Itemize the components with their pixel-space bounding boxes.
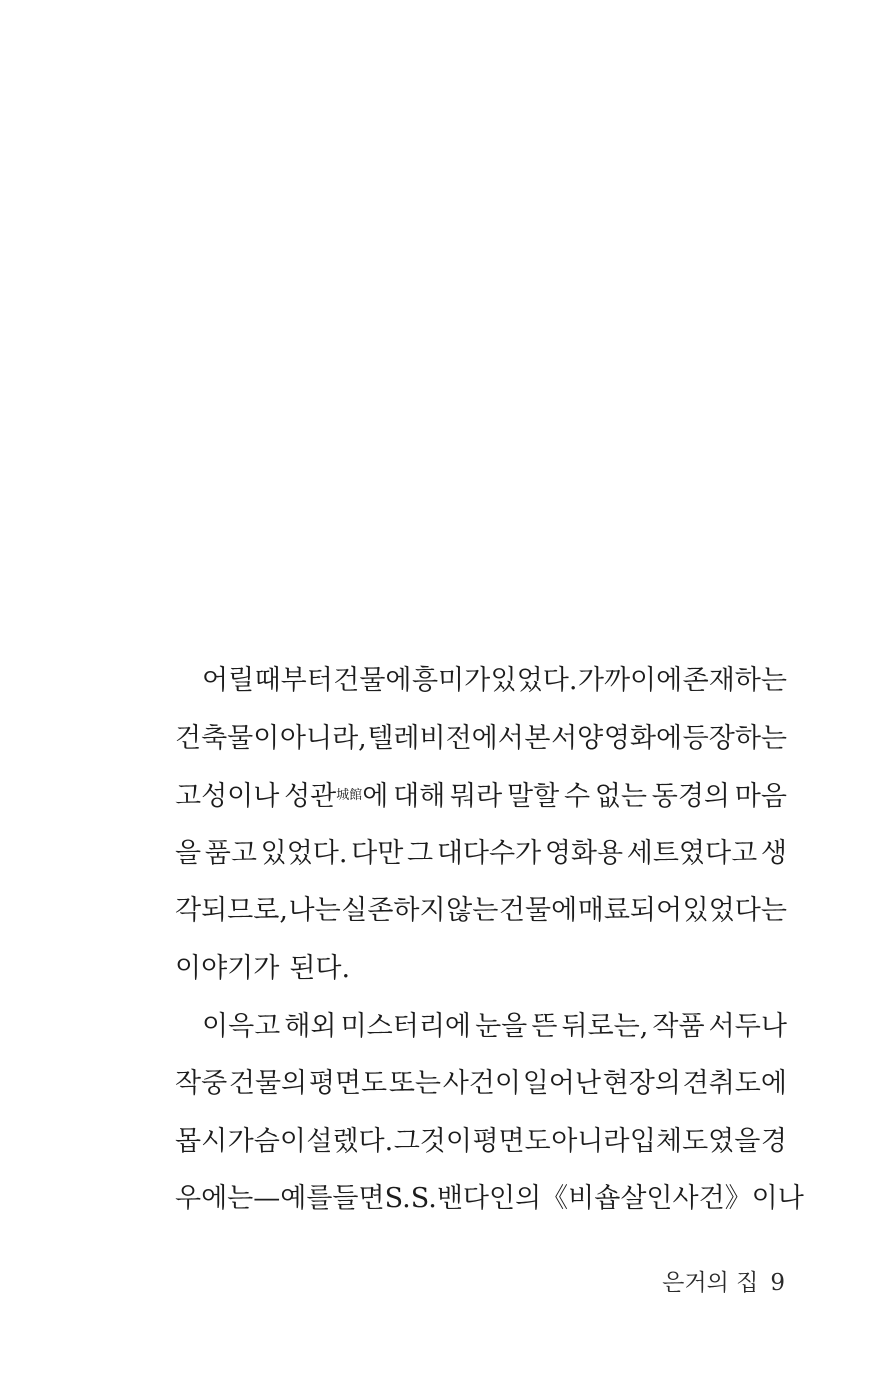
word: 평면도 bbox=[308, 1068, 388, 1100]
word: 이야기가 bbox=[175, 952, 280, 984]
word: 없는 bbox=[594, 781, 647, 813]
word: 아니라, bbox=[279, 722, 367, 754]
word: 대해 bbox=[393, 781, 446, 813]
word: S.S. bbox=[384, 1183, 437, 1215]
text-line bbox=[175, 652, 787, 710]
word: 뜬 bbox=[531, 1010, 558, 1042]
word: 몹시 bbox=[175, 1125, 228, 1157]
word: 매료되어 bbox=[577, 895, 683, 927]
word: 사건》이나 bbox=[672, 1183, 804, 1215]
word: 미스터리에 bbox=[340, 1010, 471, 1042]
particle: 에 bbox=[362, 781, 389, 813]
word: 아니라 bbox=[551, 1125, 630, 1157]
word: 된다. bbox=[289, 952, 351, 984]
word: 영화용 bbox=[544, 837, 624, 869]
word: 있었다. bbox=[260, 837, 348, 869]
word: 그 bbox=[407, 837, 434, 869]
word: 평면도 bbox=[472, 1125, 551, 1157]
word: 사건이 bbox=[442, 1068, 521, 1100]
word: 뭐라 bbox=[450, 781, 503, 813]
text-line bbox=[175, 882, 787, 940]
word: 건물에 bbox=[333, 665, 412, 696]
word: 때부터 bbox=[254, 665, 333, 696]
word: 또는 bbox=[388, 1068, 441, 1100]
text-line bbox=[175, 710, 787, 768]
word: 서양 bbox=[551, 722, 604, 754]
word: 흥미가 bbox=[411, 665, 491, 696]
word: 서두나 bbox=[708, 1010, 787, 1042]
word: 견취도에 bbox=[682, 1068, 787, 1100]
word: 입체도였을 bbox=[629, 1125, 761, 1157]
body-text bbox=[175, 652, 804, 1228]
word: 나는 bbox=[288, 895, 341, 927]
word: 설렜다. bbox=[306, 1125, 394, 1157]
word: 해외 bbox=[284, 1010, 337, 1042]
word: 말할 bbox=[507, 781, 560, 813]
word: 현장의 bbox=[602, 1068, 681, 1100]
word: 작품 bbox=[652, 1010, 705, 1042]
word: 건축물이 bbox=[175, 722, 280, 754]
text-line bbox=[175, 825, 787, 883]
page-footer bbox=[662, 1268, 785, 1298]
word: 건물에 bbox=[498, 895, 578, 927]
word: 동경의 bbox=[651, 781, 730, 813]
word: 가슴이 bbox=[227, 1125, 306, 1157]
word: 을 bbox=[175, 837, 202, 869]
word: 우에는—예를 bbox=[175, 1183, 333, 1215]
word: 수 bbox=[563, 781, 591, 813]
word: 다인의《비숍 bbox=[462, 1183, 621, 1215]
text-line bbox=[175, 767, 787, 825]
word: 등장하는 bbox=[682, 722, 787, 754]
text-line bbox=[175, 940, 787, 998]
word: 다만 bbox=[351, 837, 404, 869]
word: 이윽고 bbox=[202, 1010, 281, 1042]
text-line bbox=[175, 998, 787, 1056]
word-with-hanja bbox=[284, 767, 388, 826]
word: 본 bbox=[524, 722, 551, 754]
word: 않는 bbox=[446, 895, 499, 927]
word: 경 bbox=[760, 1125, 787, 1157]
word: 텔레비전에서 bbox=[367, 722, 524, 754]
word: 존재하는 bbox=[682, 665, 787, 696]
word: 고성이나 bbox=[175, 781, 280, 813]
text-line bbox=[175, 1170, 804, 1228]
word: 건물의 bbox=[228, 1068, 308, 1100]
page-number: 9 bbox=[770, 1270, 785, 1296]
word: 마음 bbox=[734, 781, 787, 813]
word: 어릴 bbox=[202, 665, 255, 696]
text-line bbox=[175, 1113, 787, 1171]
word: 그것이 bbox=[393, 1125, 472, 1157]
word: 가까이에 bbox=[577, 665, 683, 696]
word: 눈을 bbox=[475, 1010, 528, 1042]
word: 살인 bbox=[620, 1183, 673, 1215]
word: 들면 bbox=[332, 1183, 385, 1215]
word: 작중 bbox=[175, 1068, 228, 1100]
word: 일어난 bbox=[522, 1068, 601, 1100]
word: 대다수가 bbox=[436, 837, 542, 869]
word: 품고 bbox=[204, 837, 257, 869]
word: 영화에 bbox=[603, 722, 683, 754]
word: 실존하지 bbox=[341, 895, 446, 927]
word: 있었다는 bbox=[682, 895, 787, 927]
word: 밴 bbox=[436, 1183, 463, 1215]
word: 뒤로는, bbox=[561, 1010, 649, 1042]
word: 있었다. bbox=[490, 665, 578, 696]
word: 생 bbox=[760, 837, 787, 869]
hanja-annotation: 城館 bbox=[336, 788, 363, 804]
running-title: 은거의 집 bbox=[662, 1270, 759, 1296]
word: 세트였다고 bbox=[626, 837, 758, 869]
word: 성관 bbox=[284, 781, 337, 813]
word: 각되므로, bbox=[175, 895, 288, 927]
text-line bbox=[175, 1055, 787, 1113]
